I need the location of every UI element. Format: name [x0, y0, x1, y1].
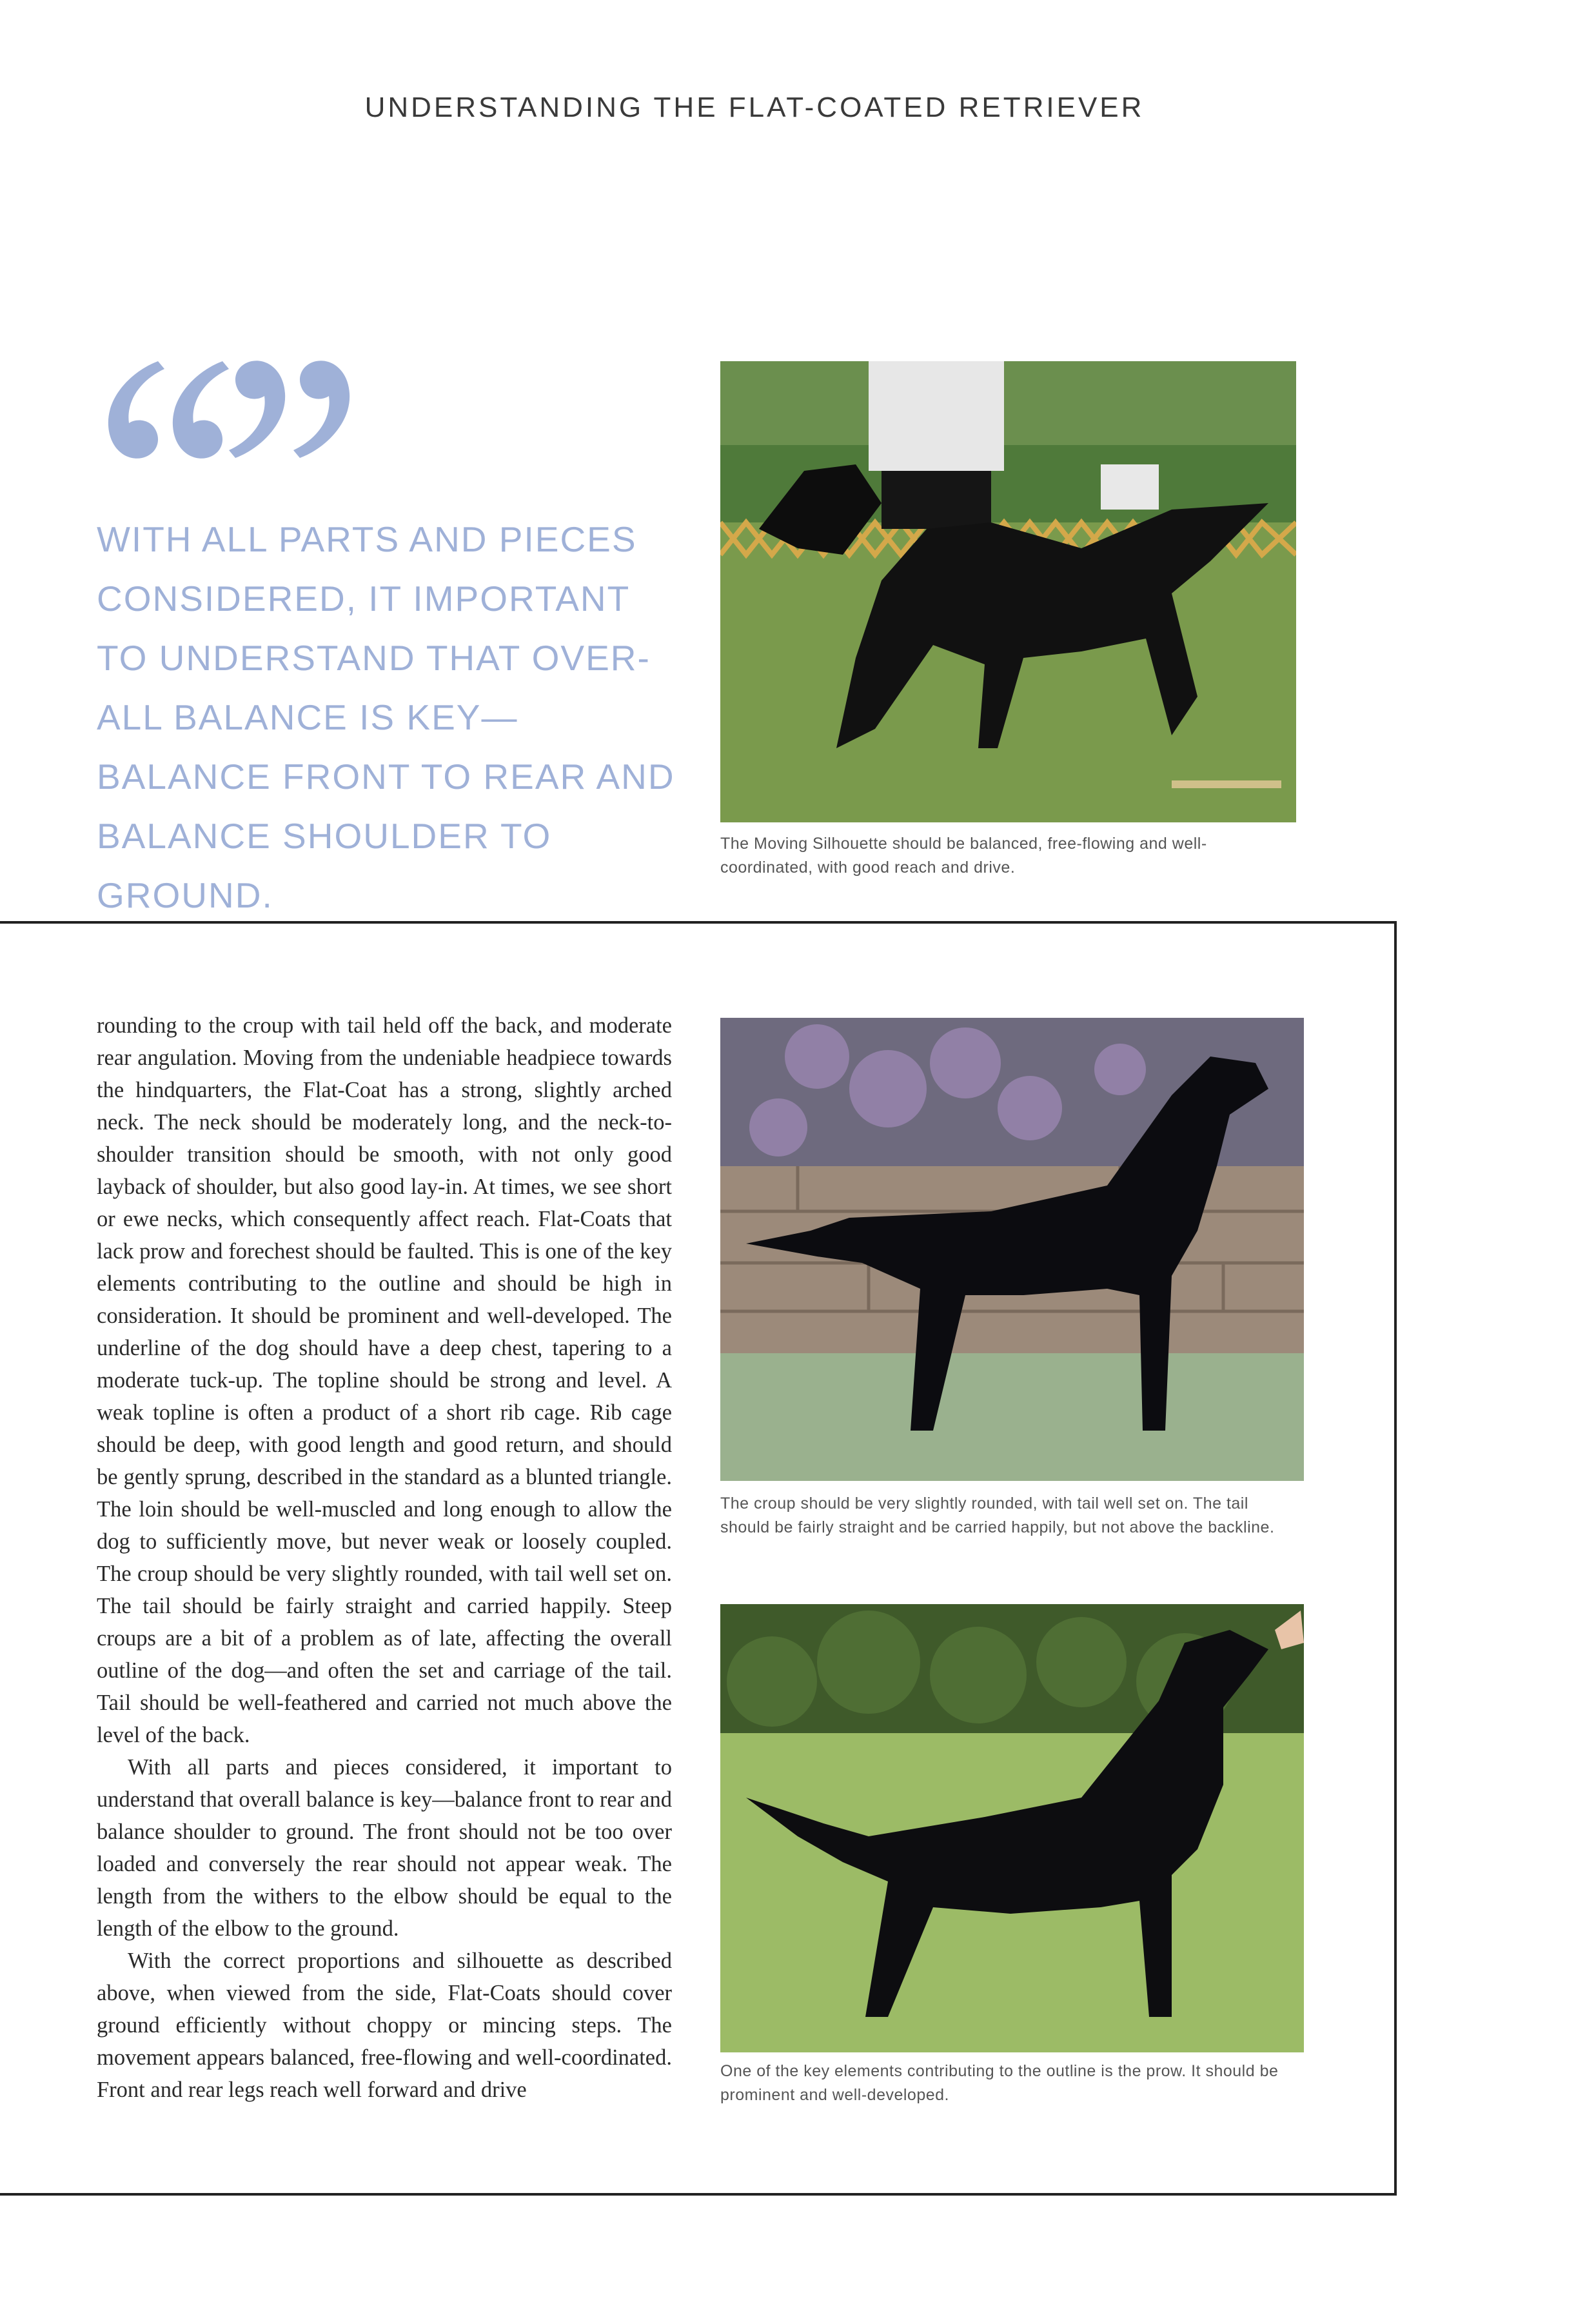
pull-quote: WITH ALL PARTS AND PIECES CONSIDERED, IT IMPORTANT TO UNDERSTAND THAT OVER-ALL BALANCE IS KEY—BALANCE FRONT TO REAR AND BALANCE SHOULDER TO GROUND. — [97, 519, 675, 915]
body-paragraph-1: rounding to the croup with tail held off the back, and moderate rear angulation. Moving from the undeniable headpiece towards the hindquarters, the Flat-Coat has a strong, slightly arched neck. The neck should be moderately long, and the neck-to-shoulder transition should be smooth, with not only good layback of shoulder, but also good lay-in. At times, we see short or ewe necks, which consequently affect reach. Flat-Coats that lack prow and forechest should be faulted. This is one of the key elements contributing to the outline and should be high in consideration. It should be prominent and well-developed. The underline of the dog should have a deep chest, tapering to a moderate tuck-up. The topline should be strong and level. A weak topline is often a product of a short rib cage. Rib cage should be deep, with good length and good return, and should be gently sprung, described in the standard as a blunted triangle. The loin should be well-muscled and long enough to allow the dog to sufficiently move, but never weak or loosely coupled. The croup should be very slightly rounded, with tail well set on. The tail should be fairly straight and carried happily. Steep croups are a bit of a problem as of late, affecting the overall outline of the dog—and often the set and carriage of the tail. Tail should be well-feathered and carried not much above the level of the back. — [97, 1013, 672, 1747]
photo-moving-dog — [720, 361, 1296, 822]
body-paragraph-3: With the correct proportions and silhouette as described above, when viewed from the side, Flat-Coats should cover ground efficiently without choppy or mincing steps. The movement appears balanced, free-flowing and well-coordinated. Front and rear legs reach well forward and drive — [97, 1949, 672, 2102]
photo-stacked-dog-grass — [720, 1604, 1304, 2052]
running-header: UNDERSTANDING THE FLAT-COATED RETRIEVER — [364, 92, 1145, 123]
quotation-marks-icon — [97, 355, 361, 464]
figure-3-caption: One of the key elements contributing to the outline is the prow. It should be prominent and well-developed. — [720, 2062, 1279, 2104]
figure-1-caption: The Moving Silhouette should be balanced, free-flowing and well-coordinated, with good reach and drive. — [720, 835, 1207, 877]
photo-stacked-dog-wall — [720, 1018, 1304, 1481]
figure-2-caption: The croup should be very slightly rounded, with tail well set on. The tail should be fairly straight and be carried happily, but not above the backline. — [720, 1494, 1275, 1536]
body-paragraph-2: With all parts and pieces considered, it important to understand that overall balance is key—balance front to rear and balance shoulder to ground. The front should not be too over loaded and conversely the rear should not appear weak. The length from the withers to the elbow should be equal to the length of the elbow to the ground. — [97, 1755, 672, 1941]
body-text — [97, 1009, 672, 2106]
